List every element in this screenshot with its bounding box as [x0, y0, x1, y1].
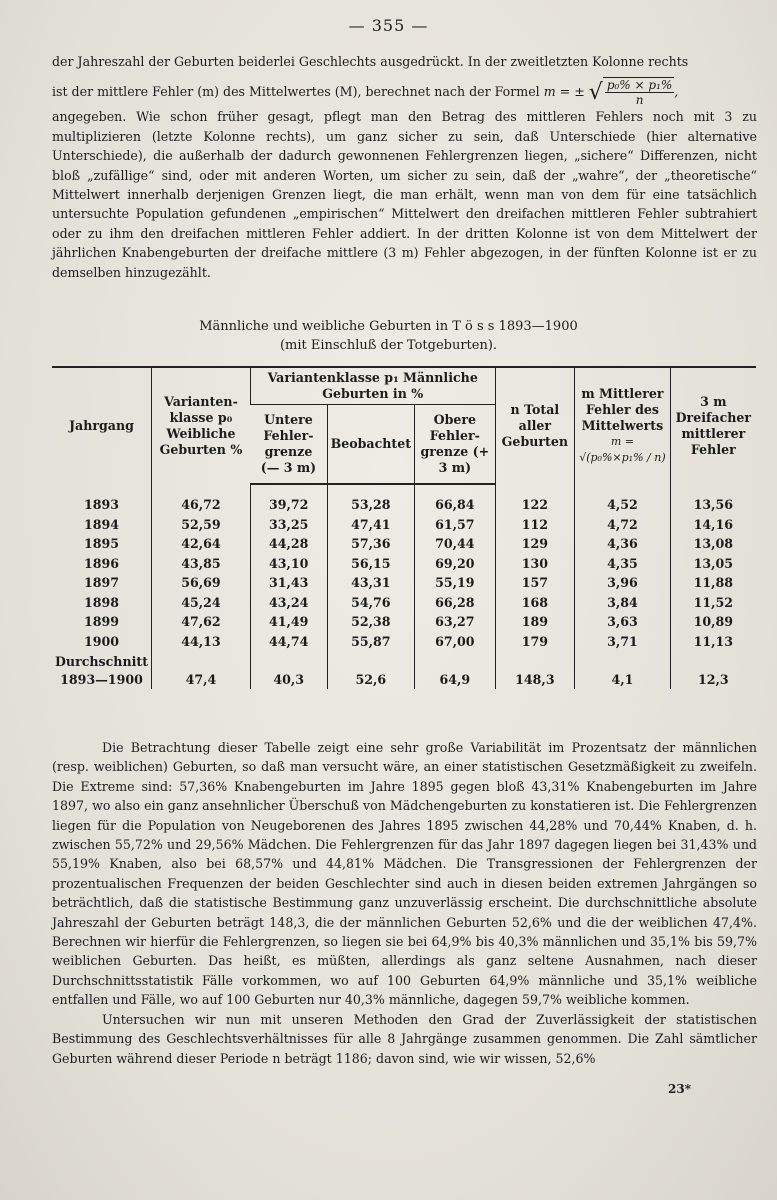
- header-beobachtet: Beobachtet: [327, 405, 415, 485]
- discussion-paragraph-1: Die Betrachtung dieser Tabelle zeigt eine sehr große Variabilität im Prozentsatz der männlichen (resp. weiblichen) Geburten, so daß man versucht wäre, an einer statistischen Gesetzmäßigkeit zu zweifeln. Die Extreme sind: 57,36% Knabengeburten im Jahre 1895 gegen bloß 43,31% Knabengeburten im Jahre 1897, wo also ein ganz ansehnlicher Überschuß von Mädchengeburten zu konstatieren ist. Die Fehlergrenzen liegen für die Population von Neugeborenen des Jahres 1895 zwischen 44,28% und 70,44% Knaben, d. h. zwischen 55,72% und 29,56% Mädchen. Die Fehlergrenzen für das Jahr 1897 dagegen liegen bei 31,43% und 55,19% Knaben, also bei 68,57% und 44,81% Mädchen. Die Transgressionen der Fehlergrenzen der prozentualischen Frequenzen der beiden Geschlechter sind auch in diesen beiden extremen Jahrgängen so beträchtlich, daß die statistische Bestimmung ganz unzuverlässig erscheint. Die durchschnittliche absolute Jahreszahl der Geburten beträgt 148,3, die der männlichen Geburten 52,6% und die der weiblichen 47,4%. Berechnen wir hierfür die Fehlergrenzen, so liegen sie bei 64,9% bis 40,3% männlichen und 35,1% bis 59,7% weiblichen Geburten. Das heißt, es müßten, allerdings als ganz seltene Ausnahmen, nach dieser Durchschnittsstatistik Fälle vorkommen, wo auf 100 Geburten 64,9% männliche und 35,1% weibliche entfallen und Fälle, wo auf 100 Geburten nur 40,3% männliche, dagegen 59,7% weibliche kommen.: [52, 740, 757, 1008]
- header-p0: Varianten-klasse p₀ Weibliche Geburten %: [152, 367, 251, 484]
- cell-untere: 31,43: [250, 573, 327, 593]
- cell-year: 1898: [83, 594, 120, 610]
- caption-line-1: Männliche und weibliche Geburten in T ö s s 1893—1900: [199, 319, 578, 334]
- header-p1-group: Variantenklasse p₁ Männliche Geburten in %: [250, 367, 495, 405]
- cell-n: 112: [495, 515, 575, 535]
- intro-line-1: der Jahreszahl der Geburten beiderlei Geschlechts ausgedrückt. In der zweitletzten Kolonne rechts: [52, 54, 689, 69]
- cell-beob: 54,76: [327, 593, 415, 613]
- table-row: [52, 484, 756, 515]
- cell-beob: 52,38: [327, 612, 415, 632]
- cell-untere: 41,49: [250, 612, 327, 632]
- cell-avg-untere: 40,3: [250, 651, 327, 689]
- formula-lhs: m = ±: [543, 84, 585, 100]
- cell-beob: 57,36: [327, 534, 415, 554]
- cell-3m: 11,13: [670, 632, 756, 652]
- caption-line-2: (mit Einschluß der Totgeburten).: [279, 338, 498, 353]
- cell-n: 130: [495, 554, 575, 574]
- cell-year: 1894: [83, 516, 120, 532]
- cell-untere: 43,10: [250, 554, 327, 574]
- header-m-fehler: [575, 367, 671, 484]
- cell-obere: 66,28: [415, 593, 496, 613]
- cell-year: 1900: [83, 633, 120, 649]
- cell-3m: 13,05: [670, 554, 756, 574]
- cell-beob: 47,41: [327, 515, 415, 535]
- cell-year: 1897: [83, 575, 120, 590]
- table-row: [52, 534, 756, 554]
- formula-numerator: p₀% × p₁%: [606, 78, 673, 93]
- cell-m: 3,84: [575, 593, 671, 613]
- intro-rest: angegeben. Wie schon früher gesagt, pflegt man den Betrag des mittleren Fehlers noch mit 3 zu multiplizieren (letzte Kolonne rechts), um ganz sicher zu sein, daß Unterschiede (hier alternative Unterschiede), die außerhalb der dadurch gewonnenen Fehlergrenzen liegen, „sichere“ Differenzen, nicht bloß „zufällige“ sind, oder mit anderen Worten, um sicher zu sein, daß der „wahre“, der „theoretische“ Mittelwert innerhalb derjenigen Grenzen liegt, die man erhält, wenn man von dem für eine tatsächlich untersuchte Population gefundenen „empirischen“ Mittelwert den dreifachen mittleren Fehler subtrahiert oder zu ihm den dreifachen mittleren Fehler addiert. In der dritten Kolonne ist von dem Mittelwert der jährlichen Knabengeburten der dreifache mittlere (3 m) Fehler abgezogen, in der fünften Kolonne ist er zu demselben hinzugezählt.: [52, 109, 757, 280]
- formula-denominator: n: [635, 93, 644, 108]
- table-row: [52, 515, 756, 535]
- header-3m: 3 m Dreifacher mittlerer Fehler: [670, 367, 756, 484]
- table-row: [52, 573, 756, 593]
- cell-p0: 43,85: [152, 554, 251, 574]
- header-m-label: m Mittlerer Fehler des Mittelwerts: [581, 386, 664, 433]
- signature-mark: 23*: [668, 1082, 691, 1096]
- cell-3m: 10,89: [670, 612, 756, 632]
- cell-untere: 39,72: [250, 484, 327, 515]
- cell-n: 157: [495, 573, 575, 593]
- cell-avg-p0: 47,4: [152, 651, 251, 689]
- cell-n: 168: [495, 593, 575, 613]
- cell-beob: 55,87: [327, 632, 415, 652]
- cell-obere: 70,44: [415, 534, 496, 554]
- header-obere: Obere Fehler-grenze (+ 3 m): [415, 405, 496, 485]
- cell-n: 179: [495, 632, 575, 652]
- cell-3m: 11,88: [670, 573, 756, 593]
- cell-untere: 43,24: [250, 593, 327, 613]
- avg-label-1: Durchschnitt: [55, 654, 149, 669]
- cell-avg-m: 4,1: [575, 651, 671, 689]
- cell-p0: 46,72: [152, 484, 251, 515]
- header-jahrgang: Jahrgang: [52, 367, 152, 484]
- table-row: [52, 593, 756, 613]
- average-row: [52, 651, 756, 689]
- cell-m: 3,96: [575, 573, 671, 593]
- cell-p0: 52,59: [152, 515, 251, 535]
- cell-n: 189: [495, 612, 575, 632]
- cell-p0: 45,24: [152, 593, 251, 613]
- header-n-total: n Total aller Geburten: [495, 367, 575, 484]
- header-untere: Untere Fehler-grenze (— 3 m): [250, 405, 327, 485]
- cell-p0: 42,64: [152, 534, 251, 554]
- header-m-formula: m = √(p₀%×p₁% / n): [579, 435, 666, 464]
- intro-line-2: [52, 77, 757, 107]
- cell-obere: 66,84: [415, 484, 496, 515]
- cell-3m: 11,52: [670, 593, 756, 613]
- cell-m: 4,35: [575, 554, 671, 574]
- cell-obere: 69,20: [415, 554, 496, 574]
- cell-p0: 44,13: [152, 632, 251, 652]
- cell-m: 4,36: [575, 534, 671, 554]
- cell-avg-n: 148,3: [495, 651, 575, 689]
- sqrt-icon: √: [588, 80, 603, 106]
- cell-n: 122: [495, 484, 575, 515]
- cell-year: 1896: [83, 555, 120, 571]
- table-row: [52, 612, 756, 632]
- avg-label-2: 1893—1900: [60, 672, 143, 687]
- cell-3m: 13,56: [670, 484, 756, 515]
- error-formula: m = ± √ $\frac{\text{p₀\% × p₁\%}}{n}$ ,: [543, 78, 679, 108]
- cell-m: 3,71: [575, 632, 671, 652]
- intro-line-2-text: ist der mittlere Fehler (m) des Mittelwertes (M), berechnet nach der Formel: [52, 84, 540, 100]
- cell-p0: 47,62: [152, 612, 251, 632]
- discussion-section: [52, 738, 757, 1068]
- cell-beob: 43,31: [327, 573, 415, 593]
- cell-p0: 56,69: [152, 573, 251, 593]
- cell-year: 1893: [83, 496, 120, 512]
- cell-avg-3m: 12,3: [670, 651, 756, 689]
- page-number: — 355 —: [348, 16, 429, 35]
- intro-paragraph: [52, 52, 757, 282]
- births-table: [52, 366, 756, 689]
- cell-untere: 33,25: [250, 515, 327, 535]
- cell-beob: 53,28: [327, 484, 415, 515]
- discussion-paragraph-2: Untersuchen wir nun mit unseren Methoden den Grad der Zuverlässigkeit der statistischen Bestimmung des Geschlechtsverhältnisses für alle 8 Jahrgänge zusammen genommen. Die Zahl sämtlicher Geburten während dieser Periode n beträgt 1186; davon sind, wie wir wissen, 52,6%: [52, 1011, 757, 1066]
- cell-m: 4,72: [575, 515, 671, 535]
- cell-obere: 67,00: [415, 632, 496, 652]
- cell-m: 3,63: [575, 612, 671, 632]
- cell-untere: 44,74: [250, 632, 327, 652]
- cell-n: 129: [495, 534, 575, 554]
- cell-m: 4,52: [575, 484, 671, 515]
- table-row: [52, 554, 756, 574]
- cell-avg-beob: 52,6: [327, 651, 415, 689]
- cell-obere: 63,27: [415, 612, 496, 632]
- cell-year: 1899: [83, 614, 120, 629]
- cell-avg-label: [52, 651, 152, 689]
- cell-year: 1895: [83, 536, 120, 551]
- table-row: [52, 632, 756, 652]
- cell-obere: 55,19: [415, 573, 496, 593]
- cell-avg-obere: 64,9: [415, 651, 496, 689]
- cell-beob: 56,15: [327, 554, 415, 574]
- cell-3m: 14,16: [670, 515, 756, 535]
- cell-untere: 44,28: [250, 534, 327, 554]
- table-caption: [0, 317, 777, 355]
- cell-3m: 13,08: [670, 534, 756, 554]
- cell-obere: 61,57: [415, 515, 496, 535]
